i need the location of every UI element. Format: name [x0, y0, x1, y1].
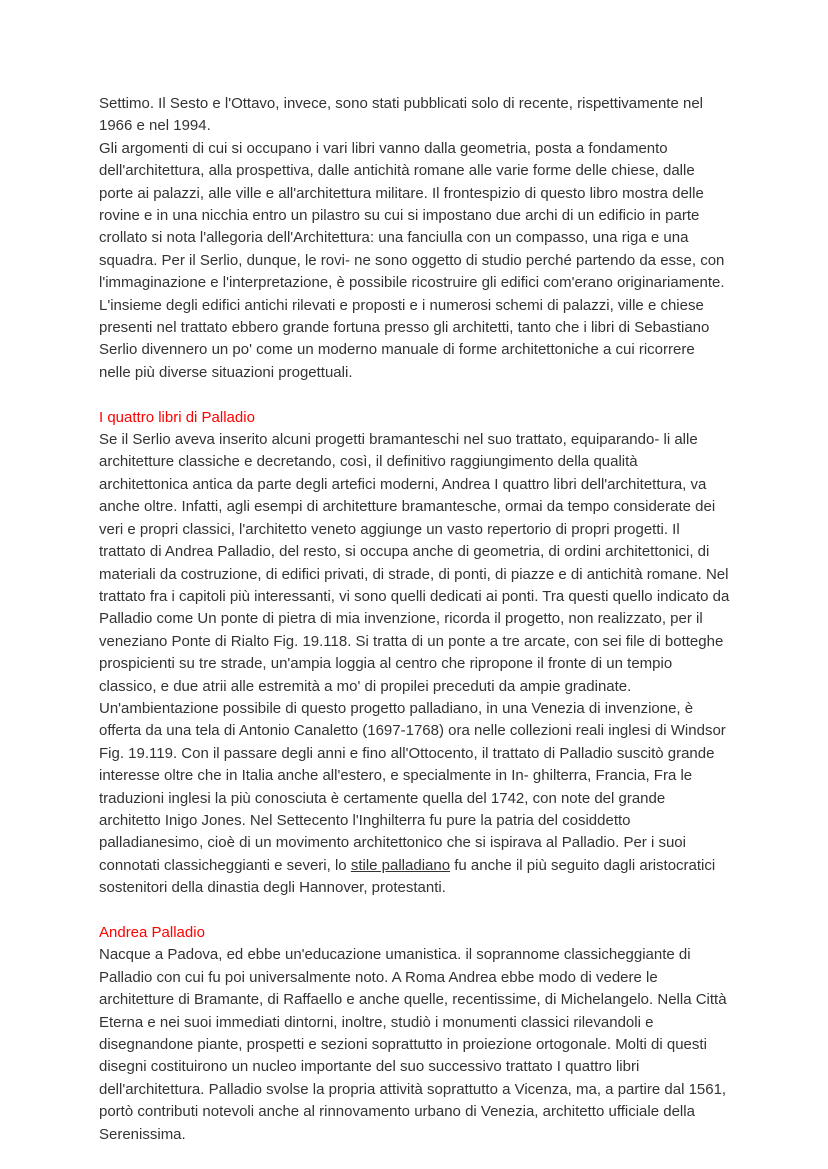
- paragraph-argomenti-libri: Gli argomenti di cui si occupano i vari libri vanno dalla geometria, posta a fondamento dell'architettura, alla prospettiva, dalle antichità romane alle varie forme delle chiese, dalle porte ai palazzi, alle ville e all'architettura militare. Il frontespizio di questo libro mostra delle rovine e in una nicchia entro un pilastro su cui si impostano due archi di un edificio in parte crollato si nota l'allegoria dell'Architettura: una fanciulla con un compasso, una riga e una squadra. Per il Serlio, dunque, le rovi- ne sono oggetto di studio perché partendo da esse, con l'immaginazione e l'interpretazione, è possibile ricostruire gli edifici com'erano originariamente.: [99, 139, 725, 292]
- paragraph-quattro-libri: [99, 429, 730, 900]
- paragraph-insieme-edifici: L'insieme degli edifici antichi rilevati e proposti e i numerosi schemi di palazzi, ville e chiese presenti nel trattato ebbero grande fortuna presso gli architetti, tanto che i libri di Sebastiano Serlio divennero un po' come un moderno manuale di forme architettoniche a cui ricorrere nelle più diverse situazioni progettuali.: [99, 296, 710, 381]
- heading-andrea-palladio: Andrea Palladio: [99, 924, 205, 941]
- quattro-libri-body-end: fu anche il più seguito dagli aristocratici sostenitori della dinastia degli Hannover, protestanti.: [99, 856, 716, 897]
- paragraph-biografia-palladio: Nacque a Padova, ed ebbe un'educazione umanistica. il soprannome classicheggiante di Palladio con cui fu poi universalmente noto. A Roma Andrea ebbe modo di vedere le architetture di Bramante, di Raffaello e anche quelle, recentissime, di Michelangelo. Nella Città Eterna e nei suoi immediati dintorni, inoltre, studiò i monumenti classici rilevandoli e disegnandone piante, prospetti e sezioni soprattutto in proiezione ortogonale. Molti di questi disegni costituirono un nucleo importante del suo successivo trattato I quattro libri dell'architettura. Palladio svolse la propria attività soprattutto a Vicenza, ma, a partire dal 1561, portò contributi notevoli anche al rinnovamento urbano di Venezia, architetto ufficiale della Serenissima.: [99, 946, 727, 1143]
- paragraph-pubblicazione: Settimo. Il Sesto e l'Ottavo, invece, sono stati pubblicati solo di recente, rispettivamente nel 1966 e nel 1994.: [99, 95, 704, 135]
- stile-palladiano-underlined-text: stile palladiano: [350, 856, 451, 874]
- quattro-libri-body-start: Se il Serlio aveva inserito alcuni progetti bramanteschi nel suo trattato, equiparando- li alle architetture classiche e decretando, così, il definitivo raggiungimento della qualità architettonica antica da parte degli artefici moderni, Andrea I quattro libri dell'architettura, va anche oltre. Infatti, agli esempi di architetture bramantesche, ormai da tempo considerate dei veri e propri classici, l'architetto veneto aggiunge un vasto repertorio di propri progetti. Il trattato di Andrea Palladio, del resto, si occupa anche di geometria, di ordini architettonici, di materiali da costruzione, di edifici privati, di strade, di ponti, di piazze e di antichità romane. Nel trattato fra i capitoli più interessanti, vi sono quelli dedicati ai ponti. Tra questi quello indicato da Palladio come Un ponte di pietra di mia invenzione, ricorda il progetto, non realizzato, per il veneziano Ponte di Rialto Fig. 19.118. Si tratta di un ponte a tre arcate, con sei file di botteghe prospicienti su tre strade, un'ampia loggia al centro che ripropone il fronte di un tempio classico, e due atrii alle estremità a mo' di propilei preceduti da ampie gradinate. Un'ambientazione possibile di questo progetto palladiano, in una Venezia di invenzione, è offerta da una tela di Antonio Canaletto (1697-1768) ora nelle collezioni reali inglesi di Windsor Fig. 19.119. Con il passare degli anni e fino all'Ottocento, il trattato di Palladio suscitò grande interesse oltre che in Italia anche all'estero, e specialmente in In- ghilterra, Francia, Fra le traduzioni inglesi la più conosciuta è certamente quella del 1742, con note del grande architetto Inigo Jones. Nel Settecento l'Inghilterra fu pure la patria del cosiddetto palladianesimo, cioè di un movimento architettonico che si ispirava al Palladio. Per i suoi connotati classicheggianti e severi, lo: [99, 431, 730, 874]
- heading-quattro-libri-palladio: I quattro libri di Palladio: [99, 408, 255, 426]
